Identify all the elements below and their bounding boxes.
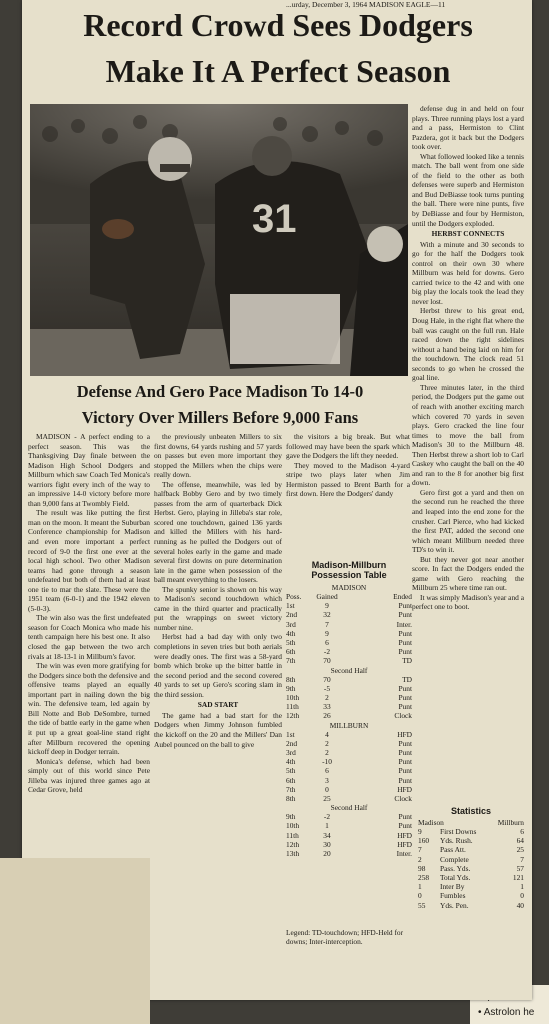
article-paragraph: It was simply Madison's year and a perfect one to boot.	[412, 592, 524, 612]
table-cell: 7th	[286, 784, 296, 794]
article-column-2	[154, 432, 282, 749]
table-cell: Clock	[394, 794, 412, 804]
table-cell: 11th	[286, 702, 299, 712]
table-cell: 13th	[286, 849, 300, 859]
stat-cell: 9	[418, 827, 422, 836]
table-cell: Punt	[398, 693, 412, 703]
table-cell: -2	[323, 812, 331, 822]
stat-row	[418, 864, 524, 873]
table-cell: 6	[325, 766, 329, 776]
table-cell: 2	[325, 748, 329, 758]
table-cell: Punt	[398, 757, 412, 767]
stat-cell: Inter By	[440, 882, 465, 892]
table-row	[286, 702, 412, 711]
stat-cell: Fumbles	[440, 891, 466, 901]
table-row	[286, 794, 412, 803]
table-cell: 2	[325, 738, 329, 748]
table-cell: HFD	[397, 729, 412, 739]
article-paragraph: Monica's defense, which had been simply out of this world since Pete Jilleba was injured three games ago at Cedar Grove, held	[28, 756, 150, 795]
table-cell: TD	[402, 656, 412, 666]
stat-row	[418, 845, 524, 854]
stat-cell: 40	[516, 900, 524, 910]
table-cell: HFD	[397, 839, 412, 849]
headline-line1: Record Crowd Sees Dodgers	[83, 7, 473, 43]
table-cell: 1st	[286, 601, 295, 611]
article-paragraph: the visitors a big break. But what followed may have been the spark which gave the Dodgers the lift they needed.	[286, 432, 410, 461]
stat-cell: 7	[520, 854, 524, 864]
article-paragraph: The offense, meanwhile, was led by halfback Bobby Gero and by two timely passes from the arm of quarterback Dick Herbst. Gero, playing in Jilleba's star role, scored one touchdown, gained 136 yards and killed the Millers with his hard-running as he pulled the Dodgers out of several holes early in the game and made several first downs on pure determination late in the game when possession of the ball meant everything to the losers.	[154, 479, 282, 585]
table-cell: HFD	[397, 830, 412, 840]
table-row	[286, 711, 412, 720]
article-paragraph: The win also was the first undefeated season for Coach Monica who made his tenth campaign here his best one. It also closed the gap between the two arch rivals at 18-13-1 in Millburn's favor.	[28, 613, 150, 661]
table-cell: Inter.	[396, 619, 412, 629]
table-cell: 30	[323, 839, 331, 849]
photo-illustration	[30, 104, 408, 376]
scrap-text-line2: • Astrolon he	[478, 1007, 535, 1018]
article-paragraph: With a minute and 30 seconds to go for the half the Dodgers took control on their own 30 where Millburn was held for downs. Gero carried twice to the 42 and with one big play the locals took the lead they never lost.	[412, 239, 524, 306]
table-row	[286, 849, 412, 858]
stat-cell: Pass. Yds.	[440, 863, 471, 873]
stat-cell: 0	[520, 891, 524, 901]
article-paragraph: Herbst had a bad day with only two completions in seven tries but both aerials were deadly ones. The first was a 58-yard bomb which broke up the bitter battle in the second period and the second covered 40 yards to set up Gero's scoring slam in the third session.	[154, 632, 282, 699]
article-column-3	[286, 432, 410, 499]
stat-cell: Total Yds.	[440, 873, 471, 883]
article-paragraph: The spunky senior is shown on his way to Madison's second touchdown which came in the third quarter and practically put the wrappings on sweet victory number nine.	[154, 584, 282, 632]
game-photo	[30, 104, 408, 376]
stat-row	[418, 882, 524, 891]
table-cell: 9th	[286, 683, 296, 693]
table-cell: 10th	[286, 821, 300, 831]
table-cell: 9th	[286, 812, 296, 822]
article-column-4	[412, 104, 524, 612]
stat-cell: 64	[516, 836, 524, 846]
table-cell: 33	[323, 702, 331, 712]
stat-cell: 0	[418, 891, 422, 901]
second-half-label: Second Half	[330, 803, 368, 813]
table-cell: Punt	[398, 738, 412, 748]
headline-line2: Make It A Perfect Season	[105, 53, 451, 89]
stat-row	[418, 855, 524, 864]
stat-cell: Complete	[440, 854, 469, 864]
article-column-1	[28, 432, 150, 795]
table-cell: 2nd	[286, 610, 298, 620]
millburn-label: MILLBURN	[329, 720, 369, 730]
header-poss: Poss.	[286, 592, 302, 601]
table-cell: Punt	[398, 748, 412, 758]
table-legend: Legend: TD-touchdown; HFD-Held for downs; Inter-interception.	[286, 928, 404, 947]
table-row	[286, 812, 412, 821]
statistics-box	[418, 806, 524, 910]
table-cell: 11th	[286, 830, 299, 840]
section-subhead: SAD START	[197, 700, 239, 710]
table-cell: HFD	[397, 784, 412, 794]
header-gained: Gained	[316, 592, 338, 601]
table-cell: 12th	[286, 711, 300, 721]
table-cell: Clock	[394, 711, 412, 721]
table-cell: 5th	[286, 638, 296, 648]
table-cell: TD	[402, 674, 412, 684]
table-cell: -10	[322, 757, 332, 767]
possession-table	[286, 560, 412, 858]
table-cell: 4	[325, 729, 329, 739]
stat-row	[418, 891, 524, 900]
subhead-line1: Defense And Gero Pace Madison To 14-0	[76, 382, 364, 401]
table-row	[286, 766, 412, 775]
table-cell: 3rd	[286, 619, 296, 629]
stat-cell: 57	[516, 863, 524, 873]
stat-cell: 7	[418, 845, 422, 855]
table-cell: 9	[325, 601, 329, 611]
table-cell: 26	[323, 711, 331, 721]
table-cell: 6th	[286, 647, 296, 657]
statistics-title: Statistics	[450, 806, 492, 816]
table-cell: -2	[323, 647, 331, 657]
table-cell: Punt	[398, 766, 412, 776]
table-cell: 70	[323, 674, 331, 684]
table-row	[286, 785, 412, 794]
table-cell: 34	[323, 830, 331, 840]
table-header	[286, 592, 412, 601]
table-row	[286, 675, 412, 684]
article-paragraph: Herbst threw to his great end, Doug Hale, in the right flat where the ball was caught on the full run. Hale raced down the right sidelines without a hand being laid on him for the touchdown. The clock read 51 seconds to go when he crossed the goal line.	[412, 306, 524, 383]
table-cell: 5th	[286, 766, 296, 776]
table-row	[286, 693, 412, 702]
table-row	[286, 656, 412, 665]
table-row	[286, 629, 412, 638]
table-cell: 2nd	[286, 738, 298, 748]
table-row	[286, 620, 412, 629]
article-paragraph: The win was even more gratifying for the Dodgers since both the defensive and offensive teams played an equally important part in nailing down the big win. The defensive team, led again by Bill Notte and Bob DeSombre, turned the tide of battle early in the game when it put up a great goal-line stand right after Millburn recovered the opening kickoff deep in Dodger terrain.	[28, 661, 150, 757]
section-subhead: HERBST CONNECTS	[431, 229, 505, 239]
table-cell: 3rd	[286, 748, 296, 758]
article-paragraph: the previously unbeaten Millers to six first downs, 64 yards rushing and 57 yards on passes but even more important they stopped the Millers when the chips were really down.	[154, 432, 282, 480]
table-row	[286, 647, 412, 656]
table-row	[286, 840, 412, 849]
table-row	[286, 748, 412, 757]
table-cell: 4th	[286, 757, 296, 767]
football	[102, 219, 134, 239]
article-paragraph: MADISON - A perfect ending to a perfect season. This was the Thanksgiving Day finale between the Madison High School Dodgers and Millburn which saw Coach Ted Monica's warriors fight every inch of the way to an impressive 14-0 victory before more than 9,000 fans at Twombly Field.	[28, 432, 150, 508]
article-paragraph: What followed looked like a tennis match. The ball went from one side of the field to the other as both defenses were superb and Hermiston and Bud DeBiasse took turns punting the ball. There were nine punts, five by DeBiasse and four by Hermiston, until the Dodgers exploded.	[412, 151, 524, 228]
stat-cell: 6	[520, 827, 524, 836]
table-cell: 8th	[286, 674, 296, 684]
stat-row	[418, 901, 524, 910]
table-cell: Punt	[398, 601, 412, 611]
table-cell: 20	[323, 849, 331, 859]
table-cell: Punt	[398, 683, 412, 693]
stat-cell: 258	[418, 873, 430, 883]
article-paragraph: Gero first got a yard and then on the second run he reached the three and leaped into the end zone for the crusher. Carl Pierce, who had kicked the first PAT, added the second one which meant Millburn needed three TD's to win it.	[412, 487, 524, 555]
table-cell: 12th	[286, 839, 300, 849]
stats-madison-label: Madison	[418, 818, 444, 827]
table-cell: 1	[325, 821, 329, 831]
table-cell: Inter.	[396, 849, 412, 859]
table-cell: Punt	[398, 628, 412, 638]
stat-cell: 2	[418, 854, 422, 864]
stat-cell: 160	[418, 836, 430, 846]
stat-cell: Yds. Rush.	[440, 836, 473, 846]
article-paragraph: Three minutes later, in the third period, the Dodgers put the game out of reach with another exciting march which covered 70 yards in seven plays. Gero cracked the line four times to move the ball from Madison's 30 to the Millburn 48. Then Herbst threw a short lob to Carl Caskey who caught the ball on the 40 and ran to the 8 for another big first down.	[412, 382, 524, 488]
stat-cell: First Downs	[440, 827, 477, 836]
article-paragraph: The game had a bad start for the Dodgers when Jimmy Johnson fumbled the kickoff on the 20 and the Millers' Dan Aubel pounced on the ball to give	[154, 710, 282, 749]
madison-label: MADISON	[331, 583, 367, 592]
possession-table-title: Madison-Millburn Possession Table	[311, 560, 387, 580]
table-cell: 4th	[286, 628, 296, 638]
stat-cell: 55	[418, 900, 426, 910]
table-cell: Punt	[398, 702, 412, 712]
article-paragraph: defense dug in and held on four plays. Three running plays lost a yard and a pass, Hermiston to Clint Pazdera, got it back but the Dodgers took over.	[412, 104, 524, 152]
table-cell: 0	[325, 784, 329, 794]
stat-cell: 121	[512, 873, 524, 883]
subhead-line2: Victory Over Millers Before 9,000 Fans	[81, 408, 359, 427]
article-paragraph: They moved to the Madison 4-yard stripe two plays later when Jim Hermiston passed to Brent Barth for a first down. Here the Dodgers' dandy	[286, 460, 410, 499]
stat-cell: Yds. Pen.	[440, 900, 469, 910]
article-paragraph: The result was like putting the first man on the moon. It meant the Suburban Conference championship for Madison and even more important a perfect record of 9-0 the first one ever at the local high school. Two other Madison teams had gone through a season undefeated but both of them had at least one tie to mar the slate. These were the 1951 team (6-0-1) and the 1942 eleven (5-0-3).	[28, 508, 150, 613]
table-cell: 3	[325, 775, 329, 785]
stat-cell: 1	[418, 882, 422, 892]
table-cell: Punt	[398, 812, 412, 822]
table-row	[286, 601, 412, 610]
table-cell: 10th	[286, 693, 300, 703]
table-row	[286, 610, 412, 619]
table-cell: 70	[323, 656, 331, 666]
table-cell: 1st	[286, 729, 295, 739]
table-cell: 25	[323, 794, 331, 804]
table-row	[286, 684, 412, 693]
table-cell: Punt	[398, 638, 412, 648]
jersey-number: 31	[252, 197, 297, 241]
table-cell: 7	[325, 619, 329, 629]
header-ended: Ended	[393, 592, 412, 601]
stat-cell: 25	[516, 845, 524, 855]
dateline: ...urday, December 3, 1964 MADISON EAGLE—11	[286, 0, 446, 9]
table-row	[286, 776, 412, 785]
table-cell: 2	[325, 693, 329, 703]
table-cell: 6	[325, 638, 329, 648]
stat-cell: Pass Att.	[440, 845, 466, 855]
table-cell: Punt	[398, 775, 412, 785]
table-cell: 7th	[286, 656, 296, 666]
table-cell: 32	[323, 610, 331, 620]
clipping-bottom-left-extension	[0, 858, 150, 1024]
table-cell: 6th	[286, 775, 296, 785]
helmet-ball-carrier	[148, 137, 192, 181]
stat-row	[418, 827, 524, 836]
stat-row	[418, 836, 524, 845]
table-row	[286, 757, 412, 766]
table-row	[286, 821, 412, 830]
stat-cell: 98	[418, 863, 426, 873]
table-cell: Punt	[398, 647, 412, 657]
second-half-label: Second Half	[330, 665, 368, 675]
table-cell: 9	[325, 628, 329, 638]
table-cell: -5	[323, 683, 331, 693]
table-cell: Punt	[398, 610, 412, 620]
table-row	[286, 739, 412, 748]
table-row	[286, 831, 412, 840]
table-cell: 8th	[286, 794, 296, 804]
article-paragraph: But they never got near another score. In fact the Dodgers ended the game with Gero reaching the Millburn 25 where time ran out.	[412, 554, 524, 593]
stats-millburn-label: Millburn	[497, 818, 524, 827]
table-cell: Punt	[398, 821, 412, 831]
stat-cell: 1	[520, 882, 524, 892]
table-row	[286, 638, 412, 647]
table-row	[286, 730, 412, 739]
stat-row	[418, 873, 524, 882]
